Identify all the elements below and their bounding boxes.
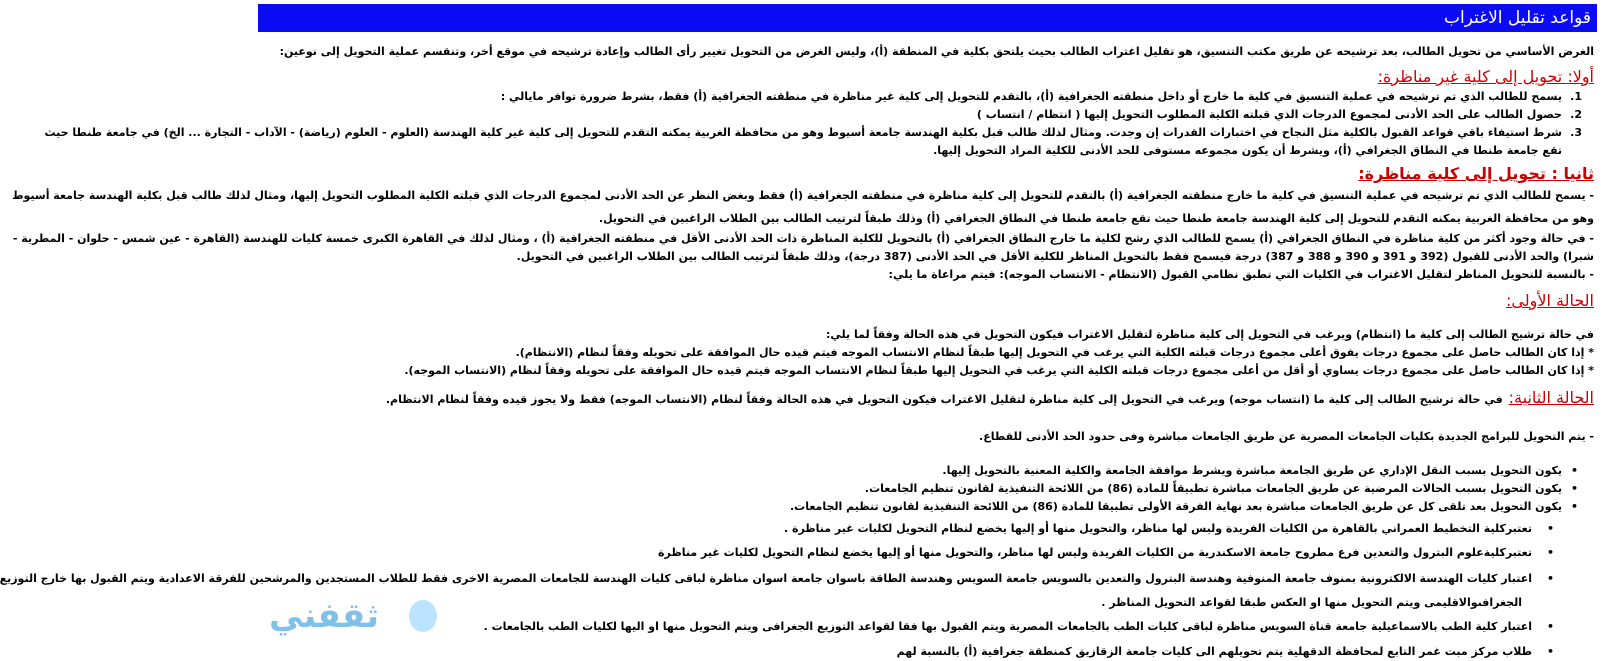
- paragraph-line: شبرا) والحد الأدنى للقبول (392 و 391 و 390 و 388 و 387) درجة فيسمح فقط بالتحويل المناظر للكلية الأقل في الحد الأدنى (387 درجة)، وذلك طبقاً لترتيب الطالب بين الطلاب الراغبين في التحويل.: [516, 250, 1594, 263]
- section2-heading: ثانيا : تحويل إلى كلية مناظرة:: [1358, 164, 1594, 183]
- paragraph-line: - بالنسبة للتحويل المناظر لتقليل الاغتراب في الكليات التي تطبق نظامي القبول (الانتظام - الانتساب الموجه): فيتم مراعاة ما يلي:: [888, 268, 1594, 281]
- list-item: 3.شرط استيفاء باقي قواعد القبول بالكلية مثل النجاح في اختبارات القدرات إن وجدت. ومثال لذلك طالب قبل بكلية الهندسة جامعة أسيوط وهو من محافظة الغربية يمكنه التقدم للتحويل إلى كلية غير كلية الهندسة (العلوم - العلوم (رياضة) - الآداب - التجارة ... الخ) في جامعة طنطا حيث: [44, 126, 1582, 139]
- page-title-bar: [258, 4, 1597, 32]
- list-item: •اعتبار كلية الطب بالاسماعيلية جامعة قناة السويس مناظرة لباقى كليات الطب بالجامعات المصرية ويتم القبول بها فقا لقواعد التوزيع الجغرافى ويتم التحويل منها او اليها لكليات الطب بالجامعات .: [483, 620, 1554, 633]
- paragraph-line: الجغرافىوالاقليمى ويتم التحويل منها او العكس طبقا لقواعد التحويل المناظر .: [1101, 596, 1522, 609]
- list-item: 1.يسمح للطالب الذي تم ترشيحه في عملية التنسيق في كلية ما خارج أو داخل منطقته الجغرافية (أ)، بالتقدم للتحويل إلى كلية غير مناظرة في منطقته الجغرافية (أ) فقط، بشرط ضرورة توافر مايالي :: [500, 90, 1582, 103]
- list-item: تقع جامعة طنطا في النطاق الجغرافي (أ)، ويشرط أن يكون مجموعه مستوفى للحد الأدنى للكلية المراد التحويل إليها.: [933, 144, 1562, 157]
- case2-line: [261, 387, 1594, 411]
- new-programs-line: - يتم التحويل للبرامج الجديدة بكليات الجامعات المصرية عن طريق الجامعات مباشرة وفى حدود الحد الأدنى للقطاع.: [979, 430, 1594, 443]
- list-item: •يكون التحويل بعد تلقى كل عن طريق الجامعات مباشرة بعد نهاية الفرقة الأولى تطبيقا للمادة (86) من اللائحة التنفيذية لقانون تنظيم الجامعات.: [789, 500, 1578, 513]
- paragraph-line: وهو من محافظة الغربية يمكنه التقدم للتحويل إلى كلية الهندسة جامعة طنطا حيث تقع جامعة طنطا في النطاق الجغرافي (أ) وذلك طبقاً لترتيب الطالب بين الطلاب الراغبين في التحويل.: [598, 212, 1594, 225]
- lightbulb-icon: [409, 600, 437, 632]
- case1-heading: الحالة الأولى:: [1506, 291, 1594, 310]
- case2-text: في حالة ترشيح الطالب إلى كلية ما (انتساب موجه) ويرغب في التحويل إلى كلية مناظرة لتقليل الاغتراب فيكون التحويل في هذه الحالة وفقاً لنظام (الانتساب الموجه) فقط ولا يجوز قيده وفقاً لنظام الانتظام.: [385, 393, 1503, 406]
- page-title: قواعد تقليل الاغتراب: [1443, 8, 1591, 28]
- site-logo: [269, 590, 429, 646]
- list-item: •تعتبركلية التخطيط العمراني بالقاهرة من الكليات الفريدة وليس لها مناظر، والتحويل منها أو إليها يخضع لنظام التحويل لكليات غير مناظرة .: [783, 522, 1554, 535]
- list-item: •يكون التحويل بسبب الحالات المرضية عن طريق الجامعات مباشرة تطبيقاً للمادة (86) من اللائحة التنفيذية لقانون تنظيم الجامعات.: [864, 482, 1578, 495]
- paragraph-line: في حالة ترشيح الطالب إلى كلية ما (انتظام) ويرغب في التحويل إلى كلية مناظرة لتقليل الاغتراب فيكون التحويل في هذه الحالة وفقاً لما يلي:: [826, 328, 1594, 341]
- intro-paragraph: الغرض الأساسي من تحويل الطالب، بعد ترشيحه عن طريق مكتب التنسيق، هو تقليل اغتراب الطالب بحيث يلتحق بكلية في المنطقة (أ)، وليس الغرض من التحويل تغيير رأى الطالب وإعادة ترشيحه في موقع أخر، وتنقسم عملية التحويل إلى نوعين:: [279, 45, 1594, 58]
- paragraph-line: - في حالة وجود أكثر من كلية مناظرة في النطاق الجغرافي (أ) يسمح للطالب الذي رشح لكلية ما خارج النطاق الجغرافي (أ) بالتحويل للكلية المناظرة ذات الحد الأدنى الأقل في منطقته الجغرافية (أ) ، ومثال لذلك في القاهرة الكبرى خمسة كليات للهندسة (القاهرة - عين شمس - حلوان - المطرية -: [12, 232, 1594, 245]
- list-item: •اعتبار كليات الهندسة الالكترونية بمنوف جامعة المنوفية وهندسة البترول والتعدين بالسويس جامعة السويس وهندسة الطاقة باسوان جامعة اسوان مناظرة لباقى كليات الهندسة للجامعات المصرية الاخرى فقط للطلاب المستجدين والمرشحين للفرقة الاعدادية ويتم القبول بها خارج التوزيع: [0, 572, 1554, 585]
- paragraph-line: - يسمح للطالب الذي تم ترشيحه في عملية التنسيق في كلية ما خارج منطقته الجغرافية (أ) بالتقدم للتحويل إلى كلية مناظرة في منطقته الجغرافية (أ) فقط وبغض النظر عن الحد الأدنى لمجموع الدرجات الذي قبلته الكلية المطلوب التحويل إليها، ومثال لذلك طالب قبل بكلية الهندسة جامعة أسيوط: [12, 189, 1594, 202]
- list-item: •طلاب مركز مبت غمر التابع لمحافظة الدقهلية يتم تحويلهم الى كليات جامعة الزقازيق كمنطقة جغرافية (أ) بالنسبة لهم: [896, 645, 1554, 658]
- logo-text: ثقفني: [269, 596, 379, 636]
- list-item: •يكون التحويل بسبب النقل الإداري عن طريق الجامعة مباشرة ويشرط موافقة الجامعة والكلية المعنية بالتحويل إليها.: [942, 464, 1578, 477]
- list-item: •تعتبركليةعلوم البترول والتعدين فرع مطروح جامعة الاسكندرية من الكليات الفريدة وليس لها مناظر، والتحويل منها أو إليها يخضع لنظام التحويل لكليات غير مناظرة: [658, 546, 1554, 559]
- list-item: 2.حصول الطالب على الحد الأدنى لمجموع الدرجات الذي قبلته الكلية المطلوب التحويل إليها ( انتظام / انتساب ): [976, 108, 1582, 121]
- section1-heading: أولا: تحويل إلى كلية غير مناظرة:: [1377, 67, 1594, 86]
- case2-heading: الحالة الثانية:: [1508, 388, 1594, 407]
- paragraph-line: * إذا كان الطالب حاصل على مجموع درجات يفوق أعلى مجموع درجات قبلته الكلية التي يرغب في التحويل إليها طبقاً لنظام الانتساب الموجه فيتم قيده حال الموافقة على تحويله وفقاً لنظام (الانتظام).: [515, 346, 1594, 359]
- paragraph-line: * إذا كان الطالب حاصل على مجموع درجات يساوي أو أقل من أعلى مجموع درجات قبلته الكلية التي يرغب في التحويل إليها طبقاً لنظام الانتساب الموجه فيتم قيده حال الموافقة على تحويله وفقاً لنظام (الانتساب الموجه).: [404, 364, 1594, 377]
